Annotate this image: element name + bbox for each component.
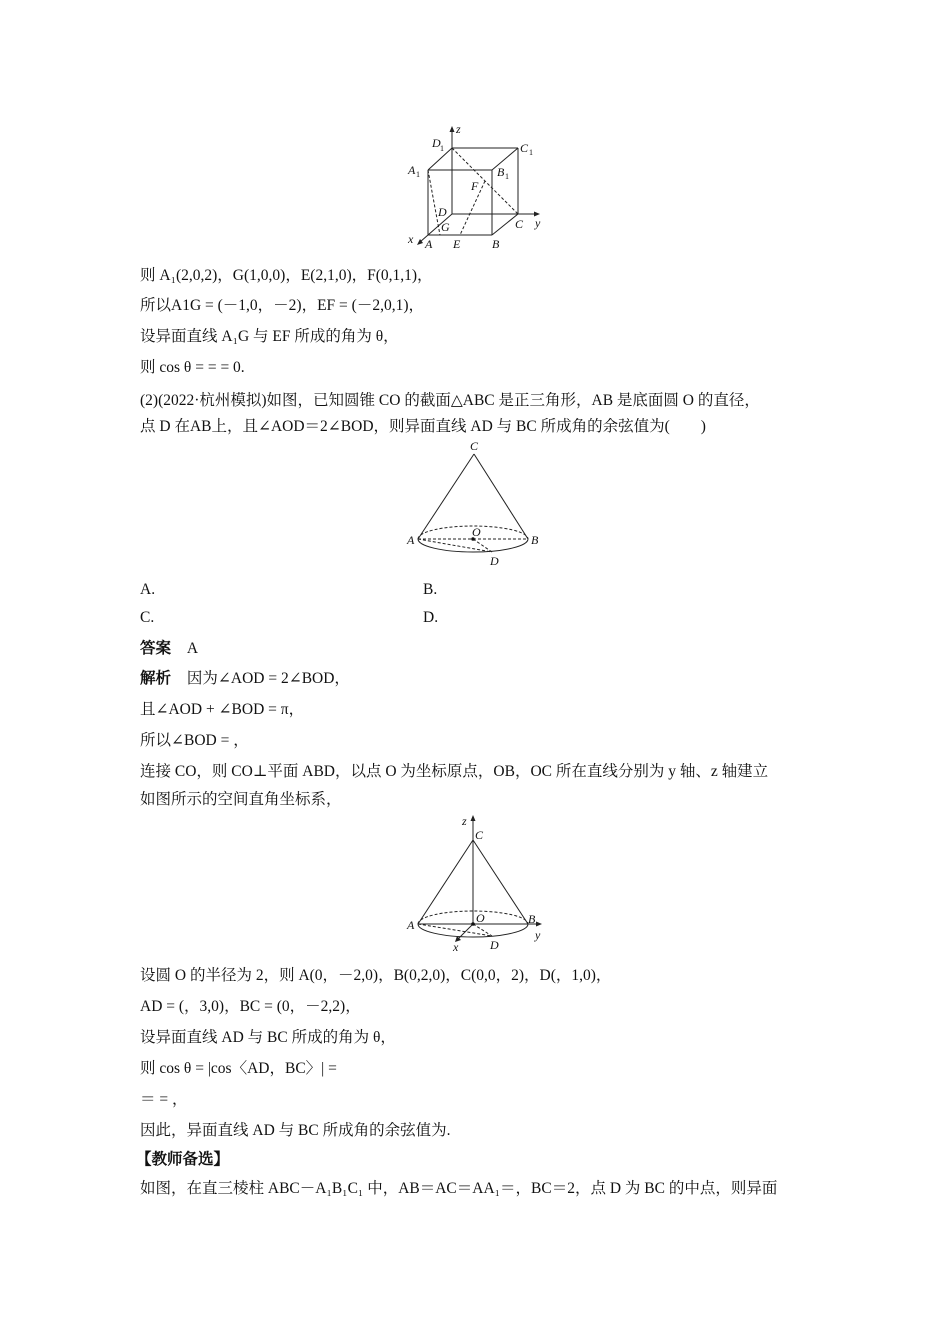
cone2-label-z: z: [462, 814, 467, 828]
cube-label-b: B: [492, 237, 500, 251]
cube-label-d1: D: [432, 136, 441, 150]
cone1-label-b: B: [531, 533, 539, 547]
cube-label-a: A: [425, 237, 433, 251]
line-vectors-1: 所以A1G = (－1,0，－2)，EF = (－2,0,1)，: [140, 297, 424, 314]
line-cos-1: 则 cos θ = = = 0.: [140, 359, 245, 376]
cube-label-a1: A: [408, 163, 416, 177]
line-angle-1: 设异面直线 A₁G 与 EF 所成的角为 θ，: [140, 328, 399, 345]
cube-label-f: F: [471, 179, 479, 193]
problem-2-line-2: 点 D 在AB上，且∠AOD＝2∠BOD，则异面直线 AD 与 BC 所成角的余弦值为( ): [140, 418, 706, 435]
svg-text:1: 1: [440, 144, 444, 153]
cube-label-d: D: [438, 205, 447, 219]
option-c: C.: [140, 609, 155, 626]
teacher-line-1: 如图，在直三棱柱 ABC－A₁B₁C₁ 中，AB＝AC＝AA₁＝，BC＝2，点 D 为 BC 的中点，则异面: [140, 1180, 778, 1197]
line-conclusion: 因此，异面直线 AD 与 BC 所成角的余弦值为.: [140, 1122, 451, 1139]
cone2-label-o: O: [476, 911, 485, 925]
cube-figure: [400, 118, 560, 253]
cube-label-e: E: [453, 237, 461, 251]
analysis-line-1: 解析 因为∠AOD = 2∠BOD，: [140, 670, 350, 687]
line-coords-1: 则 A₁(2,0,2)，G(1,0,0)，E(2,1,0)，F(0,1,1)，: [140, 267, 433, 284]
analysis-line-5: 如图所示的空间直角坐标系，: [140, 791, 342, 808]
cube-label-g: G: [441, 220, 450, 234]
cube-label-x: x: [408, 232, 414, 246]
cone2-label-b: B: [528, 912, 536, 926]
cone1-label-a: A: [407, 533, 415, 547]
svg-text:1: 1: [505, 172, 509, 181]
answer-value: A: [186, 640, 199, 657]
svg-text:1: 1: [529, 148, 533, 157]
cone1-label-o: O: [472, 525, 481, 539]
answer-label: 答案: [140, 640, 172, 657]
cone1-label-d: D: [490, 554, 499, 568]
cone2-label-y: y: [535, 928, 541, 942]
cube-label-b1: B: [497, 165, 505, 179]
cube-label-c1: C: [520, 141, 529, 155]
option-a: A.: [140, 581, 156, 598]
answer-line: [140, 639, 198, 659]
cone2-label-a: A: [407, 918, 415, 932]
option-b: B.: [423, 581, 438, 598]
cone-figure-2: [400, 812, 555, 960]
cube-label-z: z: [456, 122, 461, 136]
line-angle-2: 设异面直线 AD 与 BC 所成的角为 θ，: [140, 1029, 396, 1046]
cone2-label-x: x: [453, 940, 459, 954]
line-vectors-2: AD = (，3,0)，BC = (0，－2,2)，: [140, 998, 361, 1015]
analysis-line-2: 且∠AOD + ∠BOD = π，: [140, 701, 305, 718]
cone2-label-d: D: [490, 938, 499, 952]
teacher-title: 【教师备选】: [136, 1151, 230, 1168]
line-cos-2: 则 cos θ = |cos〈AD，BC〉| =: [140, 1060, 337, 1077]
cube-label-c: C: [515, 217, 524, 231]
cube-label-y: y: [535, 216, 541, 230]
analysis-line-3: 所以∠BOD = ，: [140, 732, 249, 749]
cone1-label-c: C: [470, 439, 479, 453]
cone2-label-c: C: [475, 828, 484, 842]
line-cos-2-result: ＝ = ，: [140, 1091, 188, 1108]
svg-text:1: 1: [416, 170, 420, 179]
cone-figure-1: [400, 436, 550, 571]
line-coords-2: 设圆 O 的半径为 2，则 A(0，－2,0)，B(0,2,0)，C(0,0，2)，D(，1,0)，: [140, 967, 612, 984]
option-d: D.: [423, 609, 439, 626]
problem-2-line-1: (2)(2022·杭州模拟)如图，已知圆锥 CO 的截面△ABC 是正三角形，AB 是底面圆 O 的直径，: [140, 392, 760, 409]
analysis-line-4: 连接 CO，则 CO⊥平面 ABD，以点 O 为坐标原点，OB，OC 所在直线分别为 y 轴、z 轴建立: [140, 763, 769, 780]
analysis-label: 解析: [140, 670, 172, 687]
